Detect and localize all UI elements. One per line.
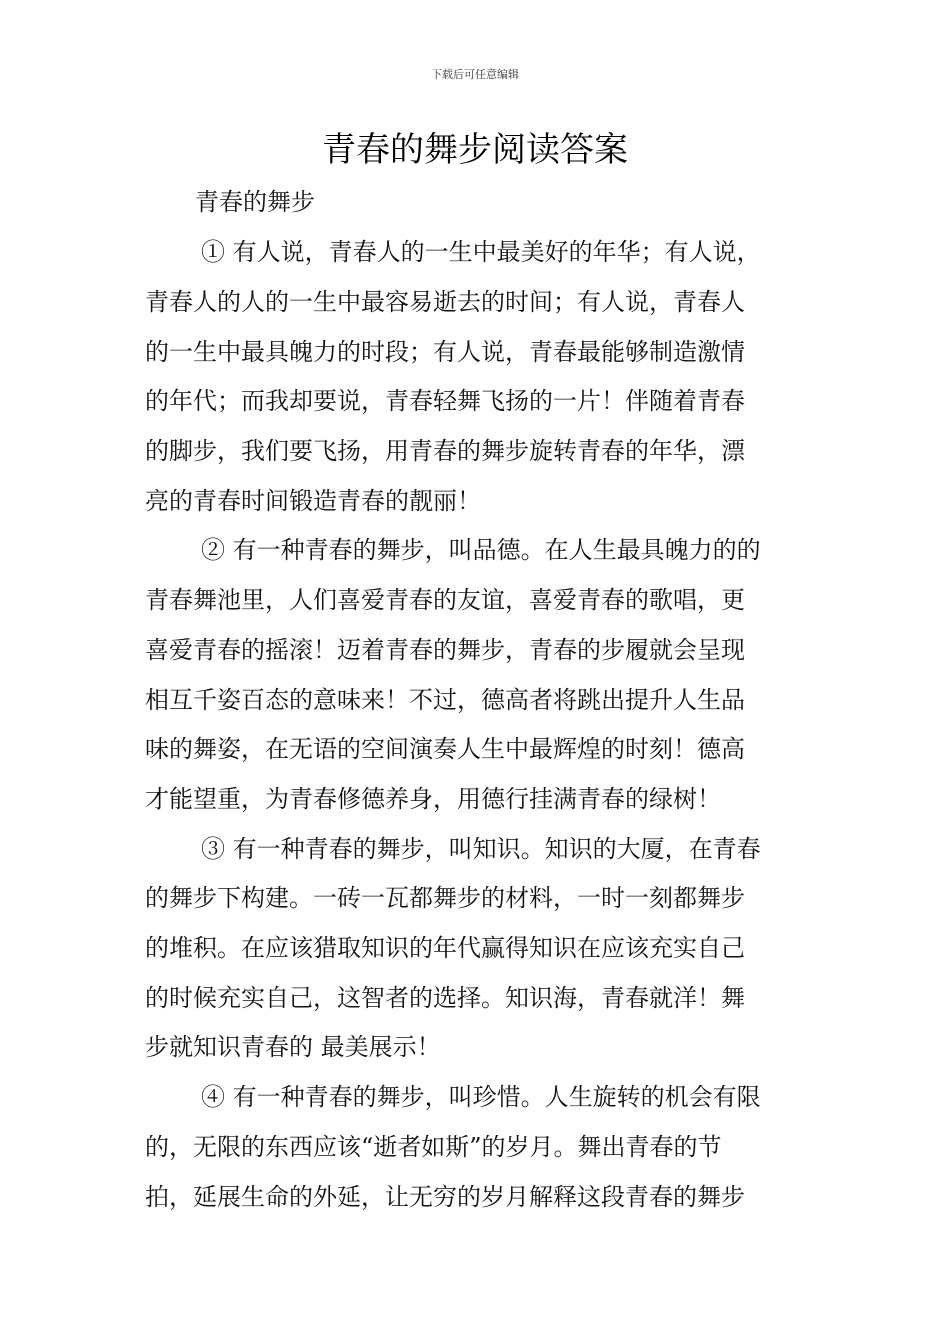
paragraph-line: 喜爱青春的摇滚！迈着青春的舞步，青春的步履就会呈现 [145,635,745,664]
paragraph-line: 的脚步，我们要飞扬，用青春的舞步旋转青春的年华，漂 [145,437,745,466]
header-note: 下载后可任意编辑 [431,68,519,81]
paragraph-line: 的，无限的东西应该“逝者如斯”的岁月。舞出青春的节 [145,1132,722,1161]
paragraph [145,1073,807,1222]
paragraph-line: 的堆积。在应该猎取知识的年代赢得知识在应该充实自己 [145,934,745,963]
paragraph-line: 的时候充实自己，这智者的选择。知识海，青春就洋！舞 [145,983,745,1012]
paragraph [145,526,807,824]
paragraph-line: 相互千姿百态的意味来！不过，德高者将跳出提升人生品 [145,685,745,714]
paragraph-line: 青春舞池里，人们喜爱青春的友谊，喜爱青春的歌唱，更 [145,586,745,615]
paragraph-line: 的年代；而我却要说，青春轻舞飞扬的一片！伴随着青春 [145,387,745,416]
paragraph-line: 味的舞姿，在无语的空间演奏人生中最辉煌的时刻！德高 [145,735,745,764]
paragraph-line: 才能望重，为青春修德养身，用德行挂满青春的绿树！ [145,784,721,813]
paragraph-line: ③ 有一种青春的舞步，叫知识。知识的大厦，在青春 [201,834,761,863]
paragraph-line: ② 有一种青春的舞步，叫品德。在人生最具魄力的的 [201,536,761,565]
paragraph-line: 拍，延展生命的外延，让无穷的岁月解释这段青春的舞步 [145,1182,745,1211]
paragraph-line: 的舞步下构建。一砖一瓦都舞步的材料，一时一刻都舞步 [145,884,745,913]
subtitle: 青春的舞步 [195,188,315,216]
paragraphs [145,228,807,1222]
paragraph-line: 步就知识青春的 最美展示！ [145,1033,441,1062]
paragraph [145,825,807,1074]
paragraph-line: 亮的青春时间锻造青春的靓丽！ [145,486,481,515]
paragraph-line: 的一生中最具魄力的时段；有人说，青春最能够制造激情 [145,337,745,366]
paragraph-line: ① 有人说，青春人的一生中最美好的年华；有人说， [201,238,761,267]
document-body [145,178,807,1222]
paragraph-line: 青春人的人的一生中最容易逝去的时间；有人说，青春人 [145,287,745,316]
paragraph [145,228,807,526]
paragraph-line: ④ 有一种青春的舞步，叫珍惜。人生旋转的机会有限 [201,1083,761,1112]
document-title: 青春的舞步阅读答案 [322,130,628,170]
